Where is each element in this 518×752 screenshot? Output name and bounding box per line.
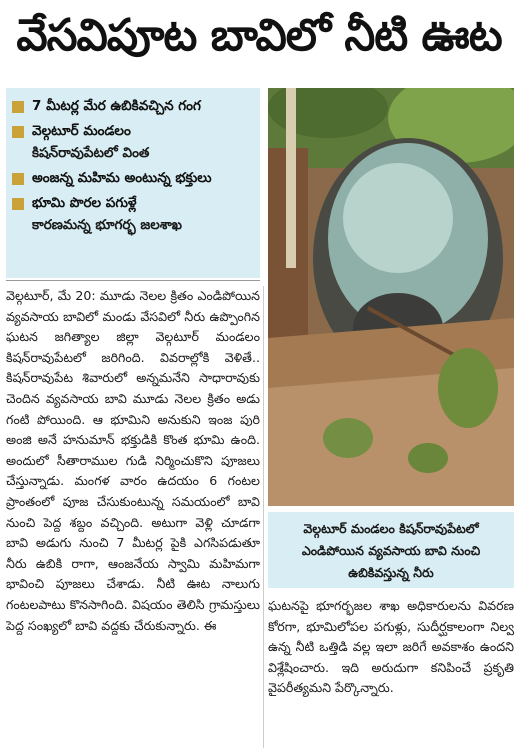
highlights-box: [6, 88, 260, 278]
highlight-text: కారణమన్న భూగర్భ జలశాఖ: [32, 217, 182, 233]
highlight-3: [10, 167, 256, 189]
highlight-2: [10, 120, 256, 142]
bullet-icon: [12, 173, 24, 185]
bullet-icon: [12, 126, 24, 138]
highlight-text: అంజన్న మహిమ అంటున్న భక్తులు: [32, 170, 212, 186]
highlight-1: [10, 95, 256, 117]
highlight-text: కిషన్‌రావుపేటలో వింత: [32, 145, 150, 161]
column-divider: [263, 286, 264, 748]
article-body-left: వెల్గటూర్‌, మే 20: మూడు నెలల క్రితం ఎండిపోయిన వ్యవసాయ బావిలో మండు వేసవిలో నీరు ఉప్పొంగిన ఘటన జగిత్యాల జిల్లా వెల్గటూర్‌ మండలం కిషన్‌రావుపేటలో జరిగింది. వివరాల్లోకి వెళితే.. కిషన్‌రావుపేట శివారులో అన్నమనేని సాధారావుకు చెందిన వ్యవసాయ బావి మూడు నెలల క్రితం అడు గంటి పోయింది. ఆ భూమిని అనుకుని ఇంజ పురి అంజి అనే హనుమాన్‌ భక్తుడికి కొంత భూమి ఉంది. అందులో సీతారాముల గుడి నిర్మించుకొని పూజలు చేస్తున్నాడు. మంగళ వారం ఉదయం 6 గంటల ప్రాంతంలో పూజ చేసుకుంటున్న సమయంలో బావి నుంచి పెద్ద శబ్దం వచ్చింది. అటుగా వెళ్లి చూడగా బావి అడుగు నుంచి 7 మీటర్ల పైకి ఎగసిపడుతూ నీరు ఉబికి రాగా, ఆంజనేయ స్వామి మహిమగా భావించి పూజలు చేశాడు. నీటి ఊట నాలుగు గంటలపాటు కొనసాగింది. విషయం తెలిసి గ్రామస్తులు పెద్ద సంఖ్యలో బావి వద్దకు చేరుకున్నారు. ఈ: [6, 288, 260, 633]
photo-caption: వెల్గటూర్‌ మండలం కిషన్‌రావుపేటలో ఎండిపోయిన వ్యవసాయ బావి నుంచి ఉబికివస్తున్న నీరు: [268, 512, 514, 588]
divider: [6, 280, 260, 281]
highlight-text: వెల్గటూర్‌ మండలం: [32, 123, 131, 139]
highlight-text: భూమి పొరల పగుళ్లే: [32, 195, 137, 211]
highlight-text: 7 మీటర్ల మేర ఉబికివచ్చిన గంగ: [32, 98, 201, 114]
article-body-right: ఘటనపై భూగర్భజల శాఖ అధికారులను వివరణ కోరగా, భూమిలోపల పగుళ్లు, సుదీర్ఘకాలంగా నిల్వ ఉన్న నీటి ఒత్తిడి వల్ల ఇలా జరిగే అవకాశం ఉందని విశ్లేషించారు. ఇది అరుదుగా కనిపించే ప్రకృతి వైపరీత్యమని పేర్కొన్నారు.: [268, 598, 514, 696]
bullet-icon: [12, 198, 24, 210]
highlight-4: [10, 192, 256, 214]
well-photo: [268, 88, 514, 506]
bullet-icon: [12, 101, 24, 113]
headline: వేసవిపూట బావిలో నీటి ఊట: [16, 10, 502, 61]
